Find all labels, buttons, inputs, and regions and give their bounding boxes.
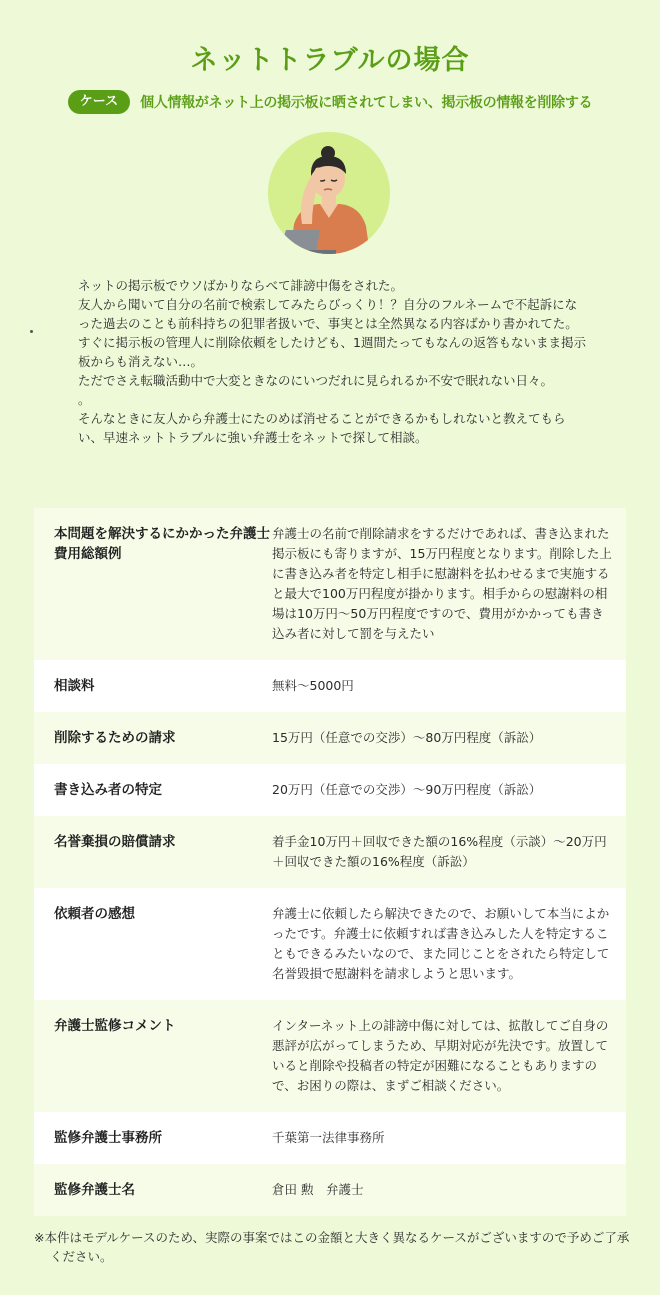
story-paragraph: ネットの掲示板でウソばかりならべて誹謗中傷をされた。	[78, 278, 404, 293]
row-label: 削除するための請求	[54, 730, 176, 746]
stray-dot	[30, 330, 33, 333]
story-paragraph: 。	[78, 392, 91, 407]
table-row	[34, 1000, 626, 1112]
table-row	[34, 1112, 626, 1164]
row-value: 弁護士の名前で削除請求をするだけであれば、書き込まれた掲示板にも寄りますが、15万円程度となります。削除した上に書き込み者を特定し相手に慰謝料を払わせるまで実施すると最大で100万円程度が掛かります。相手からの慰謝料の相場は10万円〜50万円程度ですので、費用がかかっても書き込み者に対して罰を与えたい	[272, 526, 612, 641]
row-label: 監修弁護士事務所	[54, 1130, 162, 1146]
page-title: ネットトラブルの場合	[190, 45, 470, 76]
disclaimer-note: ※本件はモデルケースのため、実際の事案ではこの金額と大きく異なるケースがございますので予めご了承ください。	[34, 1230, 630, 1264]
row-value: 無料〜5000円	[272, 678, 354, 693]
table-row	[34, 712, 626, 764]
case-description: 個人情報がネット上の掲示板に晒されてしまい、掲示板の情報を削除する	[140, 95, 593, 111]
case-badge: ケース	[68, 90, 130, 114]
table-row	[34, 816, 626, 888]
story-paragraph: そんなときに友人から弁護士にたのめば消せることができるかもしれないと教えてもらい、早速ネットトラブルに強い弁護士をネットで探して相談。	[78, 411, 566, 445]
story-text	[78, 276, 588, 447]
cost-table	[34, 508, 626, 1216]
story-paragraph: すぐに掲示板の管理人に削除依頼をしたけども、1週間たってもなんの返答もないまま掲示板からも消えない…。	[78, 335, 586, 369]
table-row	[34, 508, 626, 660]
worried-person-icon	[268, 132, 390, 254]
row-label: 弁護士監修コメント	[54, 1018, 176, 1034]
row-value: 着手金10万円＋回収できた額の16%程度（示談）〜20万円＋回収できた額の16%程度（訴訟）	[272, 834, 607, 869]
story-paragraph: ただでさえ転職活動中で大変ときなのにいつだれに見られるか不安で眠れない日々。	[78, 373, 554, 388]
row-value: 千葉第一法律事務所	[272, 1130, 385, 1145]
worried-person-illustration	[268, 132, 390, 254]
table-row	[34, 888, 626, 1000]
row-label: 相談料	[54, 678, 95, 694]
row-label: 書き込み者の特定	[54, 782, 162, 798]
row-value: 弁護士に依頼したら解決できたので、お願いして本当によかったです。弁護士に依頼すれば書き込みした人を特定することもできるみたいなので、また同じことをされたら特定して名誉毀損で慰謝料を請求しようと思います。	[272, 906, 610, 981]
table-row	[34, 1164, 626, 1216]
row-label: 名誉棄損の賠償請求	[54, 834, 176, 850]
case-heading	[0, 90, 660, 114]
row-value: 倉田 勲 弁護士	[272, 1182, 364, 1197]
row-label: 依頼者の感想	[54, 906, 135, 922]
table-row	[34, 764, 626, 816]
row-value: 20万円（任意での交渉）〜90万円程度（訴訟）	[272, 782, 542, 797]
row-value: インターネット上の誹謗中傷に対しては、拡散してご自身の悪評が広がってしまうため、早期対応が先決です。放置していると削除や投稿者の特定が困難になることもありますので、お困りの際は、まずご相談ください。	[272, 1018, 609, 1093]
row-value: 15万円（任意での交渉）〜80万円程度（訴訟）	[272, 730, 542, 745]
row-label: 本問題を解決するにかかった弁護士費用総額例	[54, 526, 270, 562]
story-paragraph: 友人から聞いて自分の名前で検索してみたらびっくり！？自分のフルネームで不起訴になった過去のことも前科持ちの犯罪者扱いで、事実とは全然異なる内容ばかり書かれてた。	[78, 297, 578, 331]
table-row	[34, 660, 626, 712]
row-label: 監修弁護士名	[54, 1182, 135, 1198]
